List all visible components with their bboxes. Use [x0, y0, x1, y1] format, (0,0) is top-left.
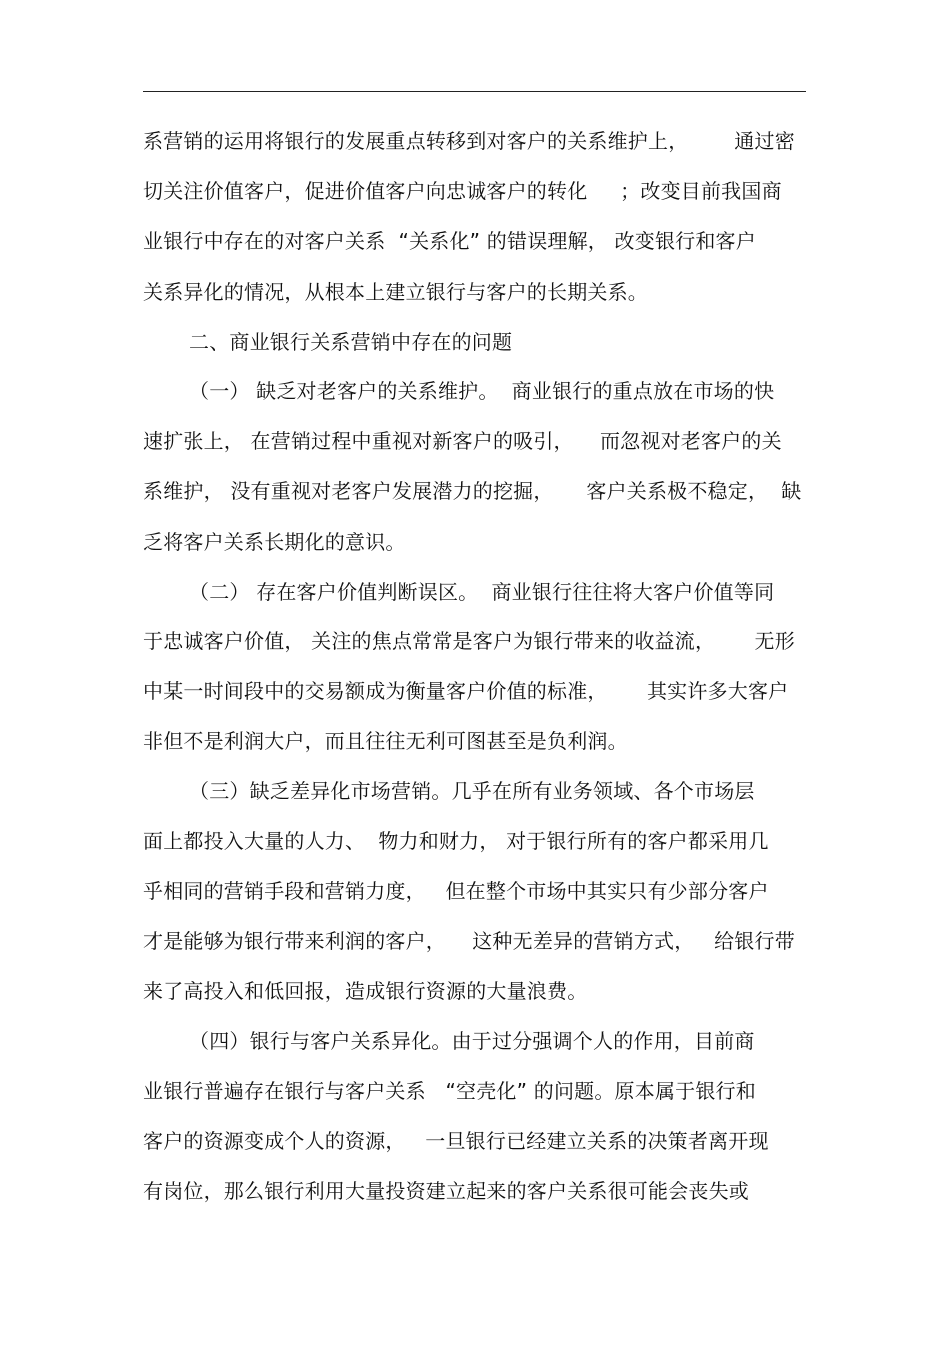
- text-line: 客户的资源变成个人的资源， 一旦银行已经建立关系的决策者离开现: [143, 1129, 769, 1153]
- paragraph-start: （四）银行与客户关系异化。由于过分强调个人的作用，目前商: [189, 1029, 755, 1053]
- text-line: 中某一时间段中的交易额成为衡量客户价值的标准， 其实许多大客户: [143, 679, 789, 703]
- paragraph-start: （三）缺乏差异化市场营销。几乎在所有业务领域、各个市场层: [189, 779, 755, 803]
- text-line: 于忠诚客户价值， 关注的焦点常常是客户为银行带来的收益流， 无形: [143, 629, 795, 653]
- paragraph-start: （一） 缺乏对老客户的关系维护。 商业银行的重点放在市场的快: [189, 379, 775, 403]
- paragraph-start: （二） 存在客户价值判断误区。 商业银行往往将大客户价值等同: [189, 580, 775, 604]
- section-heading: 二、商业银行关系营销中存在的问题: [189, 330, 513, 354]
- text-line: 业银行普遍存在银行与客户关系 “空壳化” 的问题。原本属于银行和: [143, 1079, 756, 1103]
- text-line: 系维护， 没有重视对老客户发展潜力的挖掘， 客户关系极不稳定， 缺: [143, 479, 802, 503]
- text-line: 非但不是利润大户，而且往往无利可图甚至是负利润。: [143, 729, 628, 753]
- text-line: 业银行中存在的对客户关系 “关系化” 的错误理解， 改变银行和客户: [143, 229, 756, 253]
- text-line: 面上都投入大量的人力、 物力和财力， 对于银行所有的客户都采用几: [143, 829, 769, 853]
- text-line: 速扩张上， 在营销过程中重视对新客户的吸引， 而忽视对老客户的关: [143, 429, 782, 453]
- text-line: 切关注价值客户，促进价值客户向忠诚客户的转化 ；改变目前我国商: [143, 179, 782, 203]
- text-line: 关系异化的情况，从根本上建立银行与客户的长期关系。: [143, 280, 648, 304]
- text-line: 有岗位，那么银行利用大量投资建立起来的客户关系很可能会丧失或: [143, 1179, 749, 1203]
- text-line: 乏将客户关系长期化的意识。: [143, 530, 406, 554]
- text-line: 来了高投入和低回报，造成银行资源的大量浪费。: [143, 979, 588, 1003]
- text-line: 才是能够为银行带来利润的客户， 这种无差异的营销方式， 给银行带: [143, 929, 795, 953]
- text-line: 系营销的运用将银行的发展重点转移到对客户的关系维护上， 通过密: [143, 129, 795, 153]
- header-rule: [143, 91, 806, 92]
- text-line: 乎相同的营销手段和营销力度， 但在整个市场中其实只有少部分客户: [143, 879, 769, 903]
